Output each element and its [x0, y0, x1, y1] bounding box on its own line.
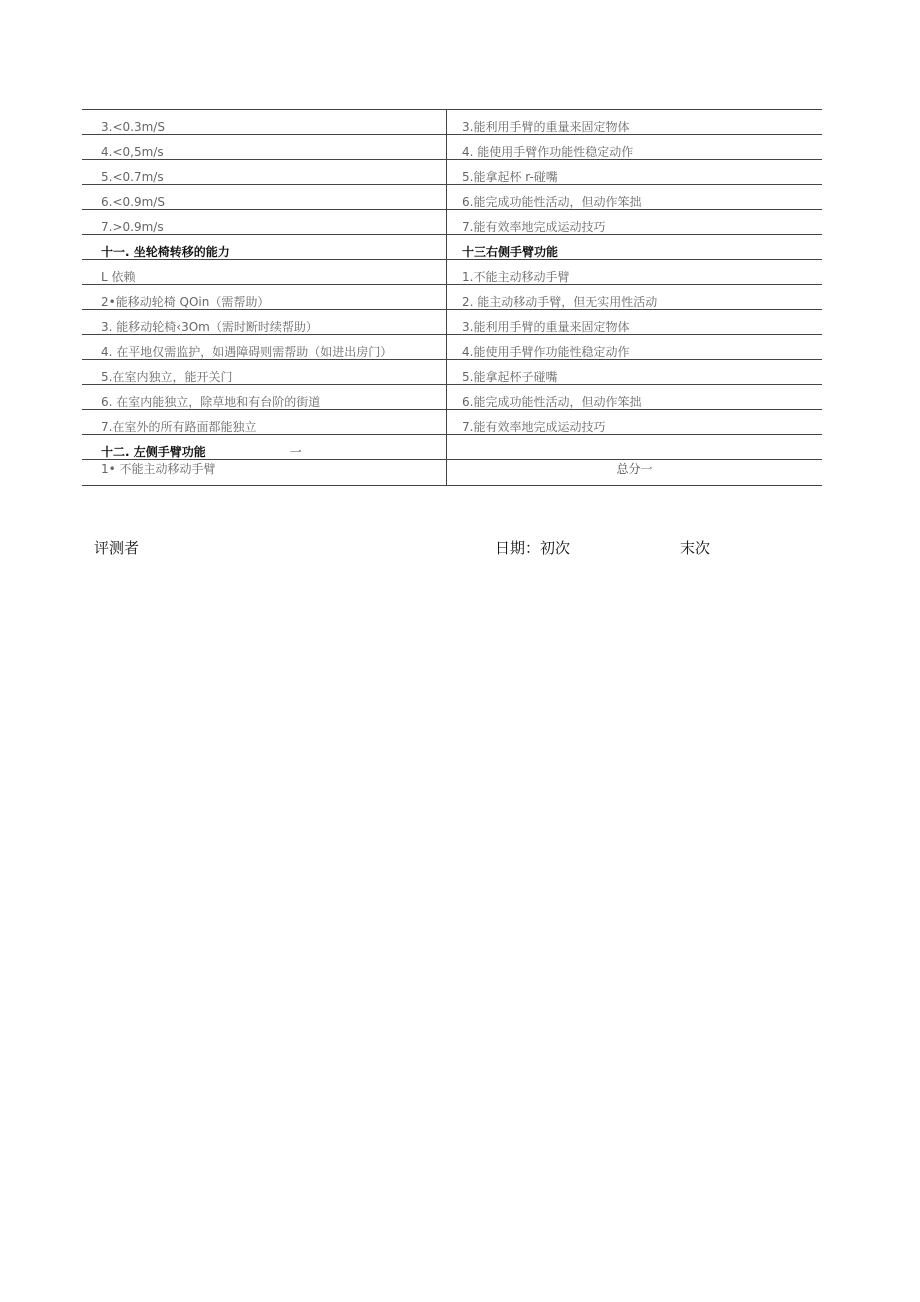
table-row: [82, 160, 822, 185]
table-cell-left: 6. 在室内能独立，除草地和有台阶的街道: [82, 385, 447, 410]
assessment-table: [82, 109, 822, 486]
table-row: [82, 210, 822, 235]
table-cell-left: 3. 能移动轮椅‹3Om（需时断时续帮助）: [82, 310, 447, 335]
table-cell-left: 5.在室内独立，能开关门: [82, 360, 447, 385]
section-title-left-arm: [82, 435, 447, 460]
table-row: [82, 360, 822, 385]
table-cell-left: 4.<0,5m/s: [82, 135, 447, 160]
table-cell-right: 7.能有效率地完成运动技巧: [447, 210, 823, 235]
date-initial-label: 日期：初次: [495, 539, 571, 557]
table-row: [82, 335, 822, 360]
table-cell-right: 6.能完成功能性活动，但动作笨拙: [447, 185, 823, 210]
date-final-label: 末次: [680, 539, 711, 557]
total-score-cell: 总分一: [447, 460, 823, 486]
table-row: [82, 185, 822, 210]
table-row: [82, 110, 822, 135]
table-cell-right: 5.能拿起杯 r-碰嘴: [447, 160, 823, 185]
dash-mark: 一: [289, 445, 302, 459]
table-row: [82, 135, 822, 160]
table-cell-right: 1.不能主动移动手臂: [447, 260, 823, 285]
table-cell-right: 3.能利用手臂的重量来固定物体: [447, 110, 823, 135]
table-row: [82, 385, 822, 410]
table-cell-right: 3.能利用手臂的重量来固定物体: [447, 310, 823, 335]
table-row: [82, 285, 822, 310]
table-cell-left: 2•能移动轮椅 QOin（需帮助）: [82, 285, 447, 310]
table-cell-left: 5.<0.7m/s: [82, 160, 447, 185]
section-title-right-arm: 十三右侧手臂功能: [447, 235, 823, 260]
table-cell-right: 2. 能主动移动手臂，但无实用性活动: [447, 285, 823, 310]
table-cell-right: 4. 能使用手臂作功能性稳定动作: [447, 135, 823, 160]
table-cell-left: 6.<0.9m/S: [82, 185, 447, 210]
table-cell-right: 4.能使用手臂作功能性稳定动作: [447, 335, 823, 360]
section-title-text: 十二. 左侧手臂功能: [101, 445, 206, 459]
table-cell-left: 3.<0.3m/S: [82, 110, 447, 135]
section-title-wheelchair: 十一. 坐轮椅转移的能力: [82, 235, 447, 260]
table-row: [82, 310, 822, 335]
table-row: [82, 460, 822, 486]
evaluator-label: 评测者: [94, 539, 140, 557]
table-row: [82, 410, 822, 435]
section-header-row: [82, 235, 822, 260]
table-cell-right: 6.能完成功能性活动，但动作笨拙: [447, 385, 823, 410]
table-cell-left: 7.在室外的所有路面都能独立: [82, 410, 447, 435]
section-header-row: [82, 435, 822, 460]
table-cell-right: 5.能拿起杯子碰嘴: [447, 360, 823, 385]
table-cell-left: L 依赖: [82, 260, 447, 285]
table-cell-left: 4. 在平地仅需监护，如遇障碍则需帮助（如进出房门）: [82, 335, 447, 360]
table-cell-right-empty: [447, 435, 823, 460]
table-cell-left: 7.>0.9m/s: [82, 210, 447, 235]
table-row: [82, 260, 822, 285]
table-cell-right: 7.能有效率地完成运动技巧: [447, 410, 823, 435]
table-cell-left: 1• 不能主动移动手臂: [82, 460, 447, 486]
